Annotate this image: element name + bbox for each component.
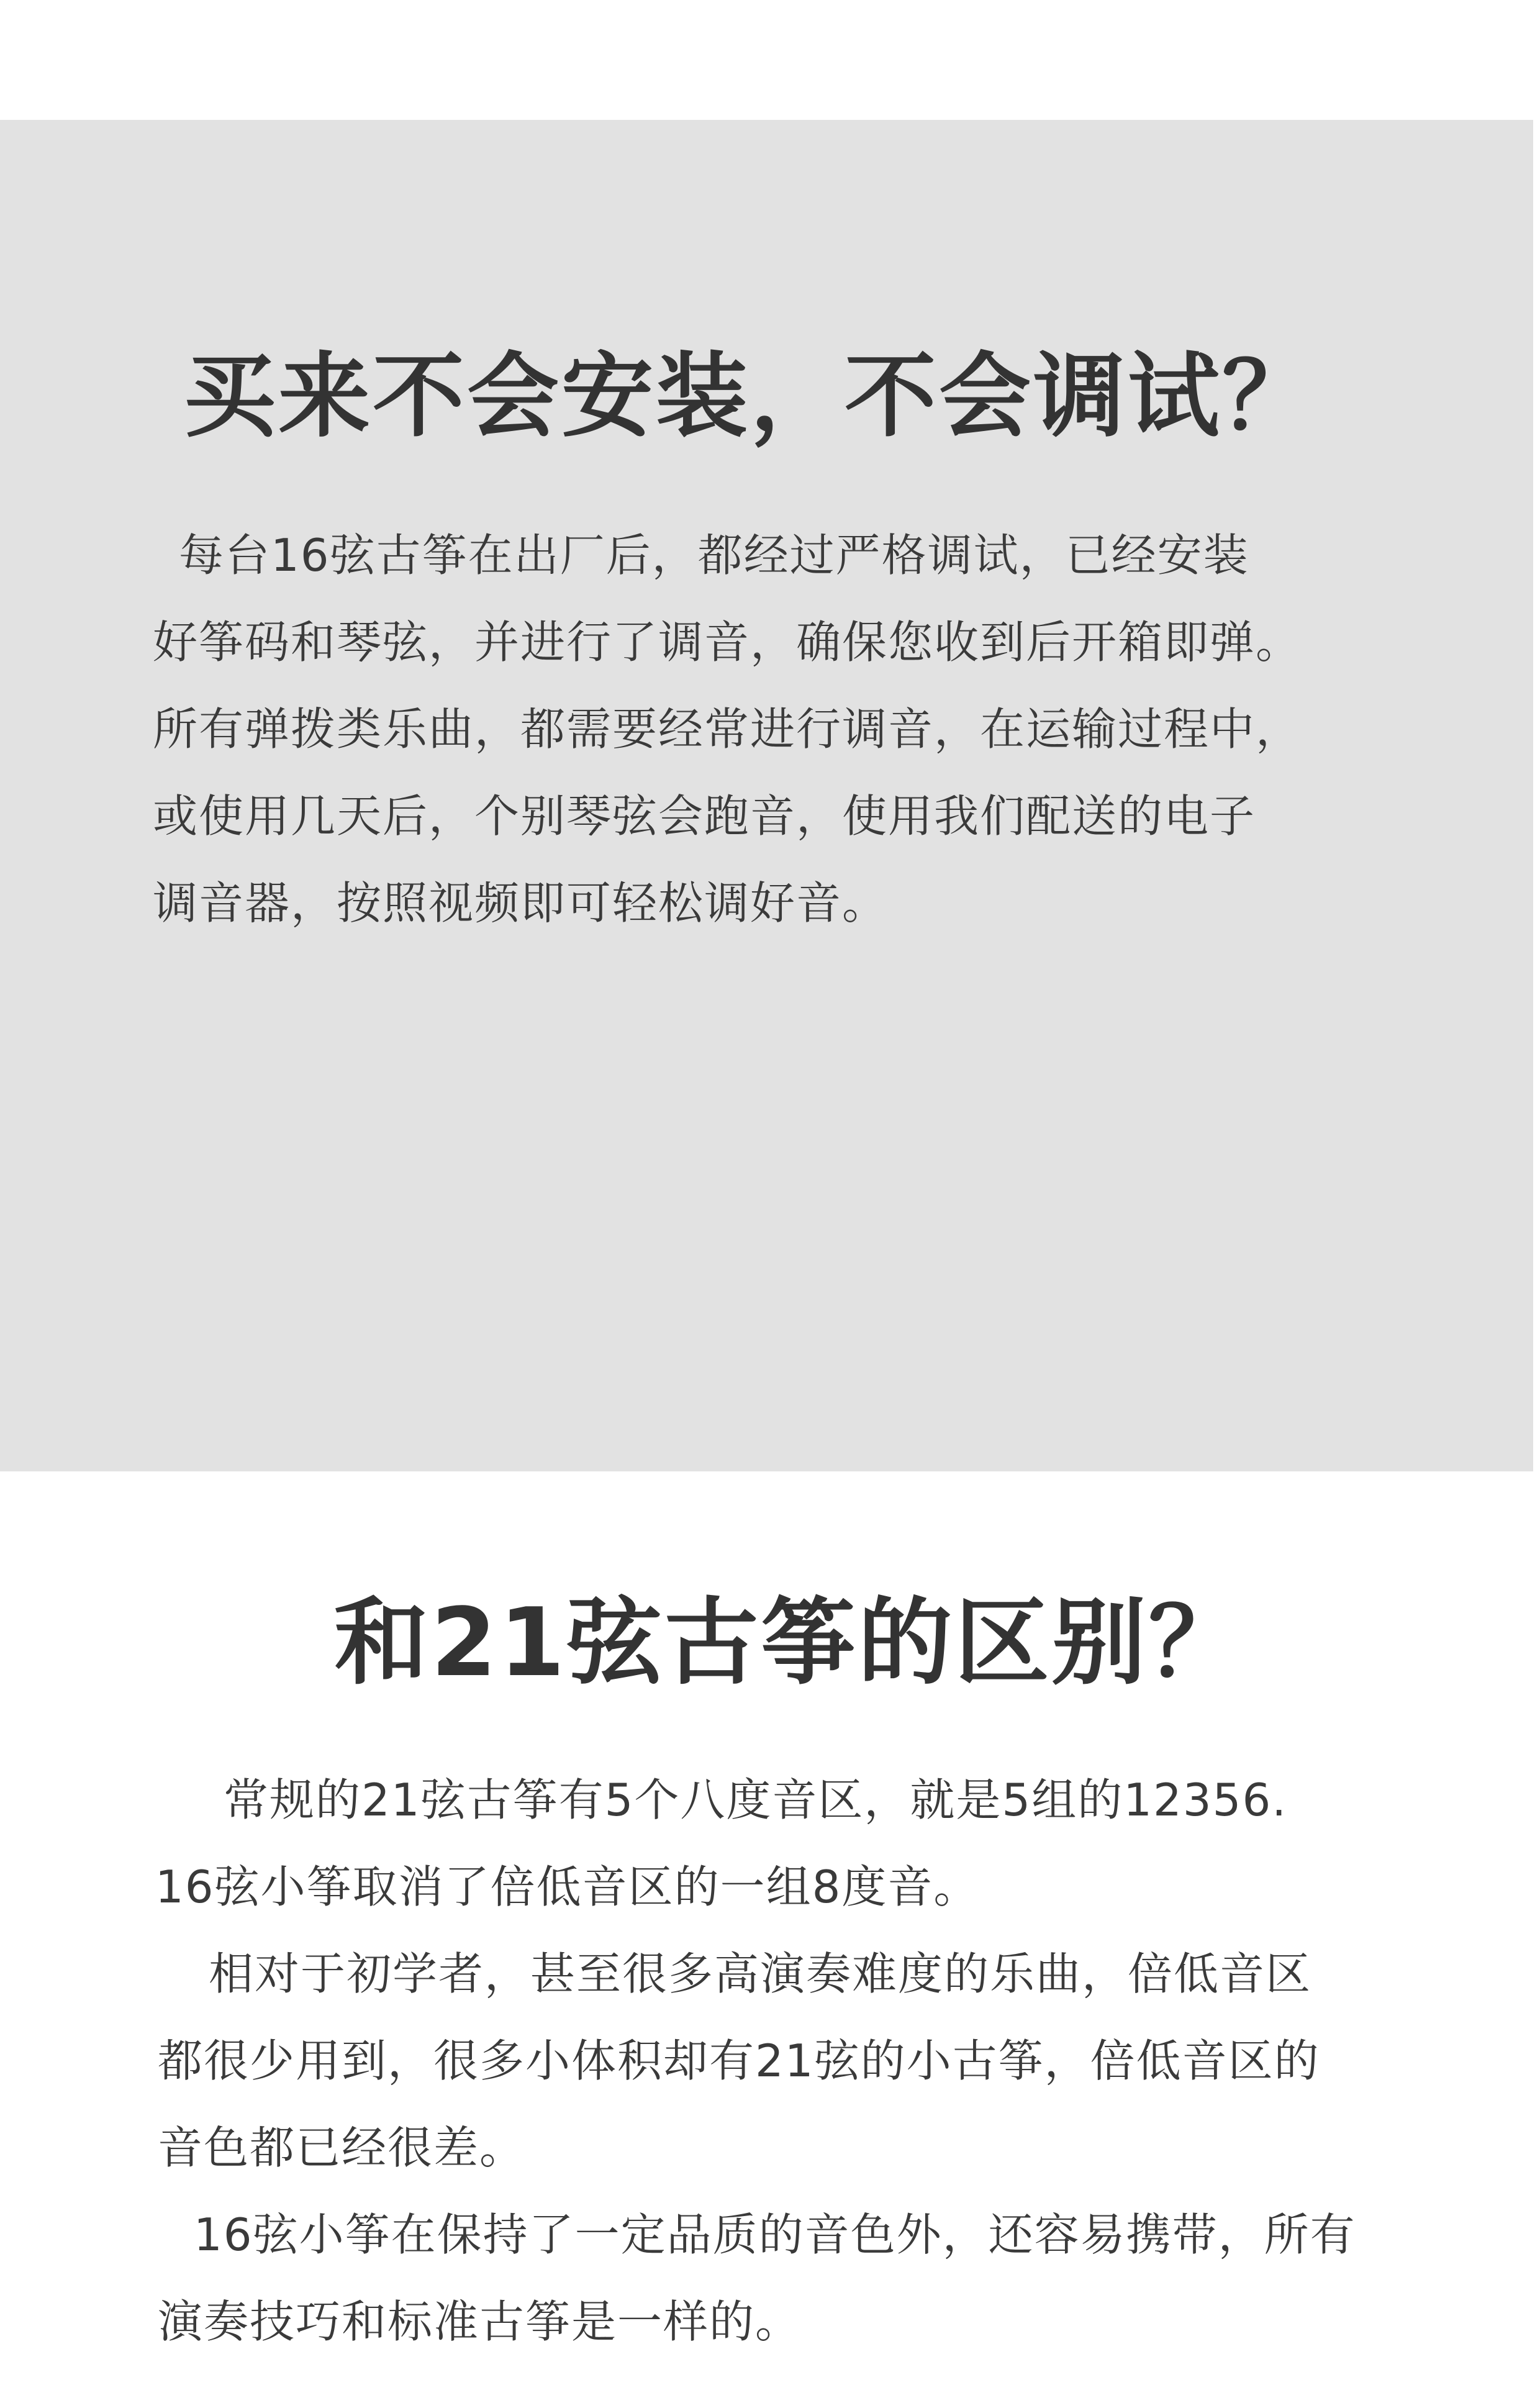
installation-paragraph-line: 好筝码和琴弦，并进行了调音，确保您收到后开箱即弹。 [153,616,1302,668]
difference-paragraph-line: 音色都已经很差。 [158,2122,526,2174]
difference-paragraph-line: 16弦小筝取消了倍低音区的一组8度音。 [155,1861,980,1913]
installation-paragraph-line: 每台16弦古筝在出厂后，都经过严格调试，已经安装 [179,529,1249,581]
difference-paragraph-line: 相对于初学者，甚至很多高演奏难度的乐曲，倍低音区 [209,1948,1312,2000]
installation-paragraph-line: 调音器，按照视频即可轻松调好音。 [153,877,889,929]
installation-paragraph-line: 所有弹拨类乐曲，都需要经常进行调音，在运输过程中， [153,703,1302,755]
difference-paragraph-line: 演奏技巧和标准古筝是一样的。 [158,2296,802,2348]
difference-paragraph-line: 常规的21弦古筝有5个八度音区，就是5组的12356. [224,1774,1288,1826]
difference-paragraph-line: 16弦小筝在保持了一定品质的音色外，还容易携带，所有 [194,2209,1356,2261]
difference-paragraph-line: 都很少用到，很多小体积却有21弦的小古筝，倍低音区的 [158,2035,1320,2087]
installation-heading: 买来不会安装，不会调试？ [184,343,1316,450]
installation-paragraph-line: 或使用几天后，个别琴弦会跑音，使用我们配送的电子 [153,790,1256,842]
difference-heading: 和21弦古筝的区别？ [334,1588,1246,1697]
